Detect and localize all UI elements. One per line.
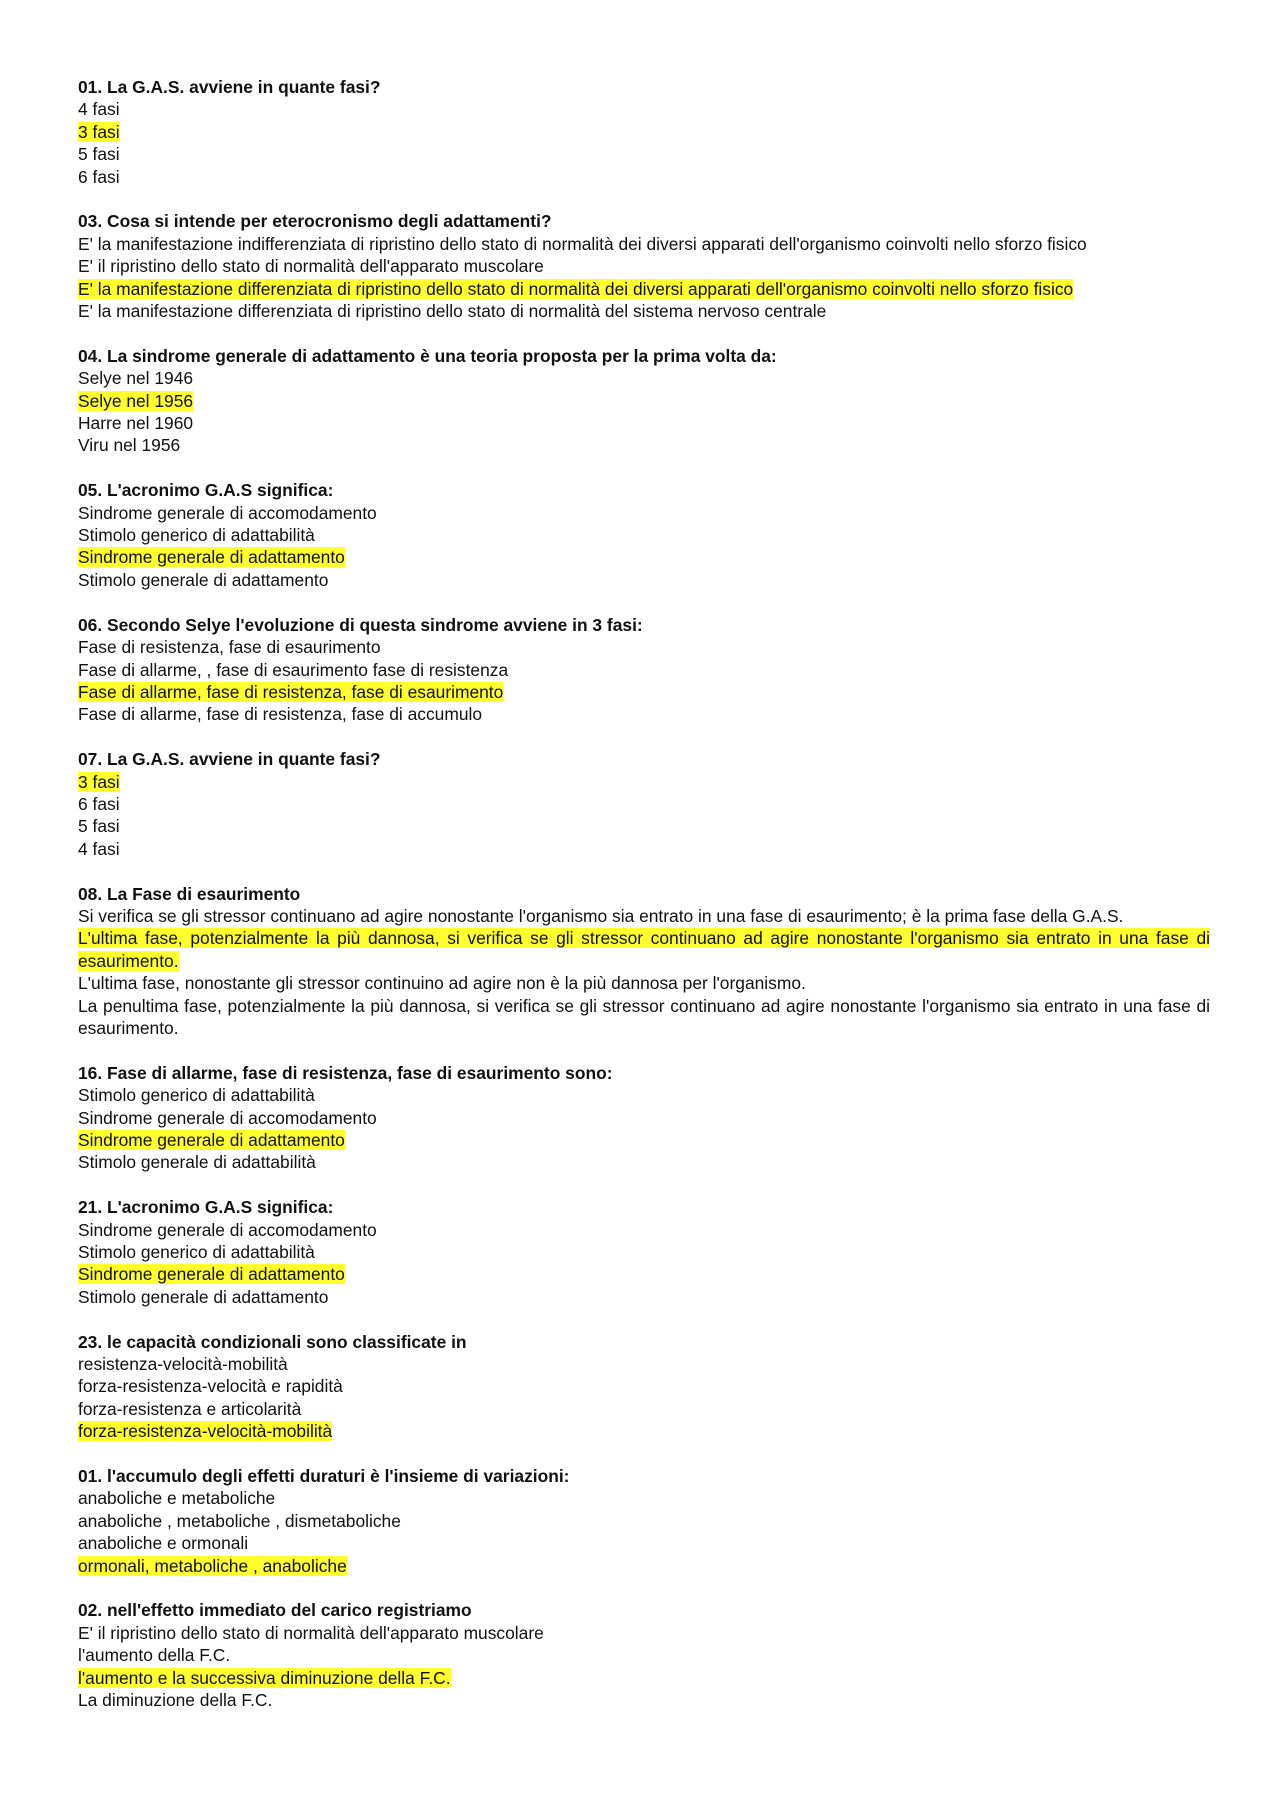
answer-option — [78, 1398, 1210, 1420]
answer-option — [78, 1510, 1210, 1532]
answer-option — [78, 569, 1210, 591]
answer-option — [78, 995, 1210, 1040]
question-block — [78, 479, 1210, 591]
answer-text: l'aumento e la successiva diminuzione della F.C. — [78, 1667, 451, 1688]
answer-text: L'ultima fase, nonostante gli stressor continuino ad agire non è la più dannosa per l'organismo. — [78, 973, 806, 994]
answer-text: Stimolo generico di adattabilità — [78, 525, 315, 546]
answer-text: Si verifica se gli stressor continuano ad agire nonostante l'organismo sia entrato in una fase di esaurimento; è la prima fase della G.A.S. — [78, 905, 1124, 926]
answer-option — [78, 905, 1210, 927]
correct-answer — [78, 1555, 1210, 1577]
answer-option — [78, 255, 1210, 277]
answer-text: Fase di resistenza, fase di esaurimento — [78, 637, 381, 658]
correct-answer — [78, 771, 1210, 793]
answer-text: 3 fasi — [78, 771, 120, 792]
question-block — [78, 1196, 1210, 1308]
answer-text: Sindrome generale di accomodamento — [78, 1219, 377, 1240]
correct-answer — [78, 927, 1210, 972]
answer-text: Sindrome generale di adattamento — [78, 1129, 345, 1150]
answer-text: anaboliche e ormonali — [78, 1533, 249, 1554]
correct-answer — [78, 390, 1210, 412]
question-block — [78, 1331, 1210, 1443]
answer-option — [78, 1241, 1210, 1263]
question-block — [78, 345, 1210, 457]
correct-answer — [78, 1667, 1210, 1689]
answer-option — [78, 1219, 1210, 1241]
answer-text: La penultima fase, potenzialmente la più dannosa, si verifica se gli stressor continuano ad agire nonostante l'organismo sia entrato in una fase di esaurimento. — [78, 995, 1210, 1038]
answer-option — [78, 1107, 1210, 1129]
answer-option — [78, 524, 1210, 546]
question-block — [78, 748, 1210, 860]
answer-text: anaboliche , metaboliche , dismetaboliche — [78, 1510, 401, 1531]
answer-text: E' il ripristino dello stato di normalità dell'apparato muscolare — [78, 256, 544, 277]
answer-text: Stimolo generico di adattabilità — [78, 1242, 315, 1262]
answer-option — [78, 838, 1210, 860]
answer-option — [78, 703, 1210, 725]
question-title: 03. Cosa si intende per eterocronismo degli adattamenti? — [78, 211, 552, 232]
answer-text: 6 fasi — [78, 793, 120, 814]
answer-option — [78, 98, 1210, 120]
question-title: 01. l'accumulo degli effetti duraturi è l'insieme di variazioni: — [78, 1466, 570, 1487]
question-title: 01. La G.A.S. avviene in quante fasi? — [78, 77, 381, 97]
answer-text: 5 fasi — [78, 816, 120, 837]
answer-text: anaboliche e metaboliche — [78, 1488, 276, 1509]
answer-text: E' la manifestazione indifferenziata di ripristino dello stato di normalità dei diversi apparati dell'organismo coinvolti nello sforzo fisico — [78, 233, 1087, 254]
answer-option — [78, 1151, 1210, 1173]
answer-text: 3 fasi — [78, 121, 120, 142]
answer-option — [78, 972, 1210, 994]
question-block — [78, 883, 1210, 1040]
answer-option — [78, 815, 1210, 837]
answer-option — [78, 1353, 1210, 1375]
correct-answer — [78, 278, 1210, 300]
answer-text: Selye nel 1956 — [78, 390, 194, 411]
question-title: 23. le capacità condizionali sono classificate in — [78, 1331, 467, 1352]
answer-option — [78, 1689, 1210, 1711]
answer-option — [78, 300, 1210, 322]
answer-text: ormonali, metaboliche , anaboliche — [78, 1555, 347, 1576]
question-block — [78, 1062, 1210, 1174]
answer-option — [78, 166, 1210, 188]
answer-option — [78, 367, 1210, 389]
answer-text: Sindrome generale di accomodamento — [78, 1107, 377, 1128]
answer-option — [78, 659, 1210, 681]
answer-text: Fase di allarme, fase di resistenza, fase di esaurimento — [78, 681, 504, 702]
answer-option — [78, 1375, 1210, 1397]
answer-text: 4 fasi — [78, 99, 120, 120]
question-title: 07. La G.A.S. avviene in quante fasi? — [78, 749, 381, 770]
answer-text: Fase di allarme, fase di resistenza, fase di accumulo — [78, 704, 483, 725]
answer-text: 4 fasi — [78, 838, 120, 859]
answer-text: resistenza-velocità-mobilità — [78, 1354, 288, 1375]
answer-text: Sindrome generale di accomodamento — [78, 502, 377, 523]
question-title: 06. Secondo Selye l'evoluzione di questa sindrome avviene in 3 fasi: — [78, 614, 643, 635]
answer-option — [78, 143, 1210, 165]
answer-text: forza-resistenza-velocità-mobilità — [78, 1421, 333, 1442]
answer-text: Sindrome generale di adattamento — [78, 547, 345, 568]
question-block — [78, 210, 1210, 322]
answer-text: Viru nel 1956 — [78, 435, 181, 456]
answer-text: Harre nel 1960 — [78, 413, 194, 434]
question-title: 21. L'acronimo G.A.S significa: — [78, 1197, 334, 1218]
answer-text: forza-resistenza e articolarità — [78, 1398, 302, 1419]
answer-option — [78, 434, 1210, 456]
answer-option — [78, 1286, 1210, 1308]
answer-option — [78, 793, 1210, 815]
question-title: 02. nell'effetto immediato del carico registriamo — [78, 1600, 472, 1621]
correct-answer — [78, 1263, 1210, 1285]
question-block — [78, 76, 1210, 188]
correct-answer — [78, 1420, 1210, 1442]
answer-option — [78, 1084, 1210, 1106]
answer-option — [78, 502, 1210, 524]
answer-option — [78, 636, 1210, 658]
answer-text: 5 fasi — [78, 144, 120, 165]
answer-text: La diminuzione della F.C. — [78, 1690, 273, 1711]
question-block — [78, 1599, 1210, 1711]
answer-text: E' la manifestazione differenziata di ripristino dello stato di normalità del sistema nervoso centrale — [78, 301, 827, 322]
answer-text: 6 fasi — [78, 166, 120, 187]
answer-option — [78, 412, 1210, 434]
answer-option — [78, 233, 1210, 255]
answer-text: Stimolo generale di adattabilità — [78, 1152, 316, 1173]
quiz-document — [78, 76, 1210, 1734]
correct-answer — [78, 1129, 1210, 1151]
answer-text: E' la manifestazione differenziata di ripristino dello stato di normalità dei diversi apparati dell'organismo coinvolti nello sforzo fisico — [78, 278, 1074, 299]
correct-answer — [78, 546, 1210, 568]
answer-text: Stimolo generale di adattamento — [78, 569, 329, 590]
correct-answer — [78, 121, 1210, 143]
answer-option — [78, 1622, 1210, 1644]
answer-text: Fase di allarme, , fase di esaurimento fase di resistenza — [78, 659, 509, 680]
answer-text: l'aumento della F.C. — [78, 1645, 231, 1666]
answer-text: Stimolo generale di adattamento — [78, 1286, 329, 1307]
question-block — [78, 614, 1210, 726]
answer-option — [78, 1644, 1210, 1666]
correct-answer — [78, 681, 1210, 703]
answer-text: E' il ripristino dello stato di normalità dell'apparato muscolare — [78, 1622, 544, 1643]
question-block — [78, 1465, 1210, 1577]
question-title: 16. Fase di allarme, fase di resistenza, fase di esaurimento sono: — [78, 1062, 613, 1083]
answer-option — [78, 1532, 1210, 1554]
answer-text: forza-resistenza-velocità e rapidità — [78, 1376, 343, 1397]
answer-text: Stimolo generico di adattabilità — [78, 1085, 315, 1106]
answer-text: Selye nel 1946 — [78, 368, 194, 389]
answer-text: Sindrome generale di adattamento — [78, 1264, 345, 1285]
question-title: 08. La Fase di esaurimento — [78, 883, 301, 904]
answer-option — [78, 1487, 1210, 1509]
answer-text: L'ultima fase, potenzialmente la più dannosa, si verifica se gli stressor continuano ad agire nonostante l'organismo sia entrato in una fase di esaurimento. — [78, 928, 1210, 971]
question-title: 04. La sindrome generale di adattamento è una teoria proposta per la prima volta da: — [78, 345, 777, 366]
question-title: 05. L'acronimo G.A.S significa: — [78, 480, 334, 501]
